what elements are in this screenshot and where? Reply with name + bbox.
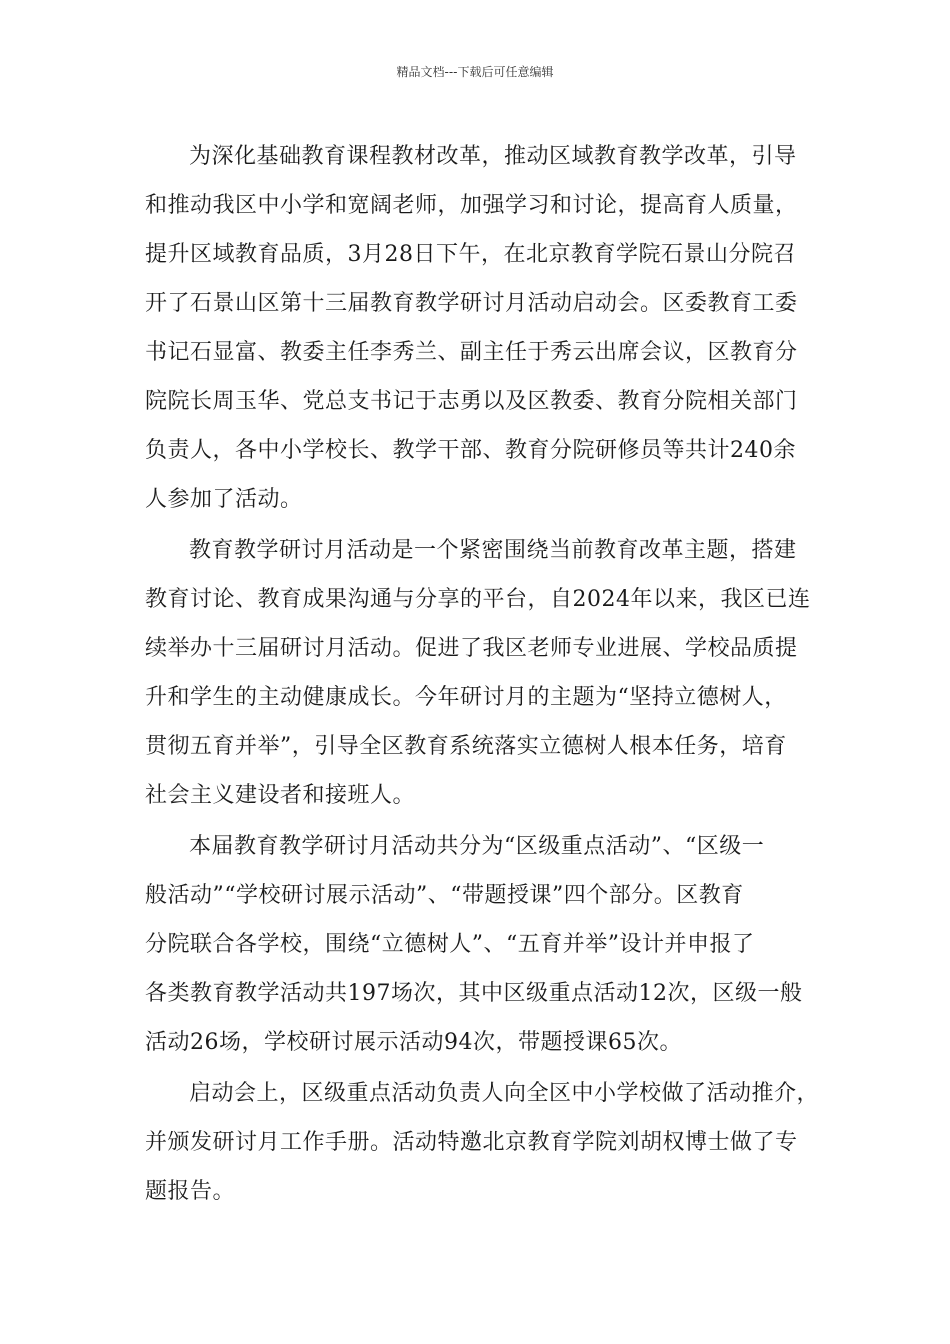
text-line: 提升区域教育品质，3月28日下午，在北京教育学院石景山分院召 bbox=[145, 242, 796, 267]
text-line: 书记石显富、教委主任李秀兰、副主任于秀云出席会议，区教育分 bbox=[145, 340, 798, 365]
text-line: 贯彻五育并举”，引导全区教育系统落实立德树人根本任务，培育 bbox=[145, 734, 787, 759]
text-line: 教育教学研讨月活动是一个紧密围绕当前教育改革主题，搭建 bbox=[189, 538, 797, 563]
text-line: 分院联合各学校，围绕“立德树人”、“五育并举”设计并申报了 bbox=[145, 932, 755, 957]
text-line: 活动26场，学校研讨展示活动94次，带题授课65次。 bbox=[145, 1030, 682, 1055]
text-line: 题报告。 bbox=[145, 1179, 236, 1204]
text-line: 为深化基础教育课程教材改革，推动区域教育教学改革，引导 bbox=[189, 144, 797, 169]
text-line: 社会主义建设者和接班人。 bbox=[145, 783, 416, 808]
text-line: 本届教育教学研讨月活动共分为“区级重点活动”、“区级一 bbox=[189, 834, 765, 859]
text-line: 院院长周玉华、党总支书记于志勇以及区教委、教育分院相关部门 bbox=[145, 389, 798, 414]
text-line: 续举办十三届研讨月活动。促进了我区老师专业进展、学校品质提 bbox=[145, 636, 798, 661]
text-line: 教育讨论、教育成果沟通与分享的平台，自2024年以来，我区已连 bbox=[145, 587, 811, 612]
text-line: 启动会上，区级重点活动负责人向全区中小学校做了活动推介， bbox=[189, 1081, 820, 1106]
text-line: 人参加了活动。 bbox=[145, 487, 303, 512]
text-line: 升和学生的主动健康成长。今年研讨月的主题为“坚持立德树人， bbox=[145, 685, 787, 710]
document-body bbox=[145, 132, 820, 1218]
page-header: 精品文档---下载后可任意编辑 bbox=[396, 65, 554, 79]
text-line: 负责人，各中小学校长、教学干部、教育分院研修员等共计240余 bbox=[145, 438, 796, 463]
paragraph-3 bbox=[145, 822, 811, 1067]
text-line: 和推动我区中小学和宽阔老师，加强学习和讨论，提高育人质量， bbox=[145, 193, 798, 218]
text-line: 开了石景山区第十三届教育教学研讨月活动启动会。区委教育工委 bbox=[145, 291, 798, 316]
text-line: 各类教育教学活动共197场次，其中区级重点活动12次，区级一般 bbox=[145, 981, 803, 1006]
paragraph-1 bbox=[145, 132, 811, 524]
paragraph-4 bbox=[145, 1069, 820, 1216]
paragraph-2 bbox=[145, 526, 811, 820]
text-line: 并颁发研讨月工作手册。活动特邀北京教育学院刘胡权博士做了专 bbox=[145, 1130, 798, 1155]
text-line: 般活动”“学校研讨展示活动”、“带题授课”四个部分。区教育 bbox=[145, 883, 744, 908]
